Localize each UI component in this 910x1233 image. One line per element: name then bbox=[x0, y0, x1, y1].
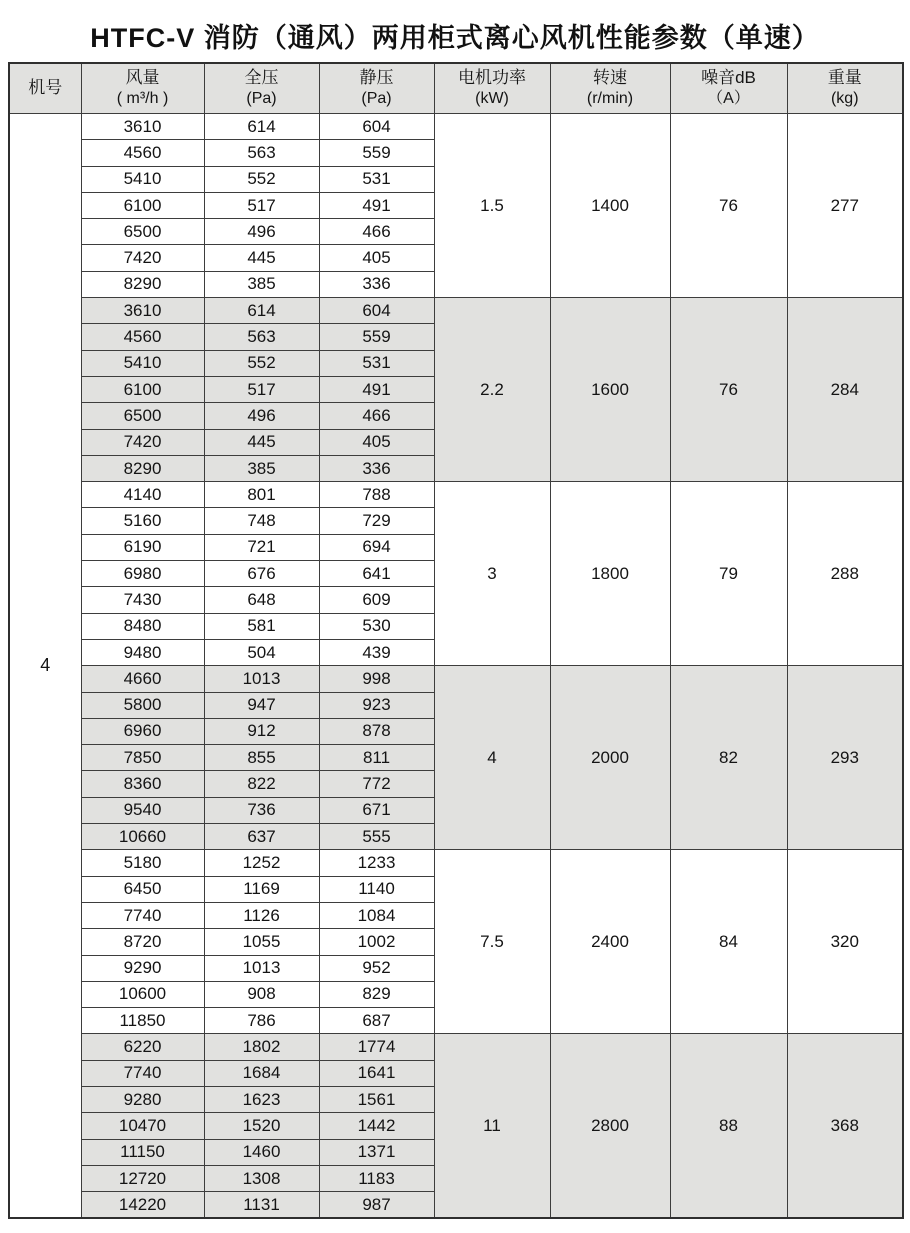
total-pressure-cell: 385 bbox=[204, 455, 319, 481]
static-pressure-cell: 1371 bbox=[319, 1139, 434, 1165]
airflow-cell: 6450 bbox=[81, 876, 204, 902]
static-pressure-cell: 671 bbox=[319, 797, 434, 823]
airflow-cell: 3610 bbox=[81, 114, 204, 140]
total-pressure-cell: 676 bbox=[204, 561, 319, 587]
total-pressure-cell: 1169 bbox=[204, 876, 319, 902]
airflow-cell: 5180 bbox=[81, 850, 204, 876]
total-pressure-cell: 1252 bbox=[204, 850, 319, 876]
noise-cell-group-4: 84 bbox=[670, 850, 787, 1034]
total-pressure-cell: 912 bbox=[204, 718, 319, 744]
static-pressure-cell: 405 bbox=[319, 429, 434, 455]
airflow-cell: 7740 bbox=[81, 902, 204, 928]
static-pressure-cell: 531 bbox=[319, 166, 434, 192]
total-pressure-cell: 1520 bbox=[204, 1113, 319, 1139]
total-pressure-cell: 614 bbox=[204, 298, 319, 324]
column-header-2 bbox=[204, 63, 319, 114]
airflow-cell: 5410 bbox=[81, 166, 204, 192]
total-pressure-cell: 496 bbox=[204, 219, 319, 245]
power-cell-group-3: 4 bbox=[434, 666, 550, 850]
airflow-cell: 8360 bbox=[81, 771, 204, 797]
noise-cell-group-2: 79 bbox=[670, 482, 787, 666]
column-unit: (kg) bbox=[830, 90, 859, 108]
total-pressure-cell: 563 bbox=[204, 140, 319, 166]
total-pressure-cell: 748 bbox=[204, 508, 319, 534]
weight-cell-group-0: 277 bbox=[787, 114, 903, 298]
table-row bbox=[9, 850, 903, 876]
static-pressure-cell: 604 bbox=[319, 114, 434, 140]
total-pressure-cell: 855 bbox=[204, 745, 319, 771]
total-pressure-cell: 504 bbox=[204, 639, 319, 665]
static-pressure-cell: 405 bbox=[319, 245, 434, 271]
total-pressure-cell: 801 bbox=[204, 482, 319, 508]
static-pressure-cell: 811 bbox=[319, 745, 434, 771]
total-pressure-cell: 1131 bbox=[204, 1192, 319, 1219]
speed-cell-group-1: 1600 bbox=[550, 298, 670, 482]
airflow-cell: 4660 bbox=[81, 666, 204, 692]
total-pressure-cell: 614 bbox=[204, 114, 319, 140]
weight-cell-group-1: 284 bbox=[787, 298, 903, 482]
static-pressure-cell: 1774 bbox=[319, 1034, 434, 1060]
static-pressure-cell: 609 bbox=[319, 587, 434, 613]
total-pressure-cell: 1013 bbox=[204, 666, 319, 692]
static-pressure-cell: 1442 bbox=[319, 1113, 434, 1139]
column-unit: (Pa) bbox=[246, 90, 277, 108]
airflow-cell: 7430 bbox=[81, 587, 204, 613]
static-pressure-cell: 531 bbox=[319, 350, 434, 376]
static-pressure-cell: 466 bbox=[319, 403, 434, 429]
total-pressure-cell: 822 bbox=[204, 771, 319, 797]
total-pressure-cell: 517 bbox=[204, 376, 319, 402]
weight-cell-group-3: 293 bbox=[787, 666, 903, 850]
static-pressure-cell: 878 bbox=[319, 718, 434, 744]
total-pressure-cell: 1126 bbox=[204, 902, 319, 928]
static-pressure-cell: 1641 bbox=[319, 1060, 434, 1086]
column-unit: (kW) bbox=[475, 90, 509, 108]
airflow-cell: 12720 bbox=[81, 1165, 204, 1191]
airflow-cell: 4560 bbox=[81, 324, 204, 350]
total-pressure-cell: 1013 bbox=[204, 955, 319, 981]
airflow-cell: 6500 bbox=[81, 403, 204, 429]
airflow-cell: 4560 bbox=[81, 140, 204, 166]
column-unit: (Pa) bbox=[361, 90, 392, 108]
airflow-cell: 8290 bbox=[81, 271, 204, 297]
page-title: HTFC-V 消防（通风）两用柜式离心风机性能参数（单速） bbox=[90, 23, 820, 53]
airflow-cell: 6980 bbox=[81, 561, 204, 587]
table-body bbox=[9, 114, 903, 1219]
column-header-0 bbox=[9, 63, 81, 114]
airflow-cell: 11150 bbox=[81, 1139, 204, 1165]
power-cell-group-1: 2.2 bbox=[434, 298, 550, 482]
airflow-cell: 14220 bbox=[81, 1192, 204, 1219]
power-cell-group-4: 7.5 bbox=[434, 850, 550, 1034]
power-cell-group-2: 3 bbox=[434, 482, 550, 666]
column-unit: ( m³/h ) bbox=[116, 90, 169, 108]
airflow-cell: 8720 bbox=[81, 929, 204, 955]
static-pressure-cell: 1002 bbox=[319, 929, 434, 955]
column-label: 重量 bbox=[827, 68, 862, 88]
total-pressure-cell: 1460 bbox=[204, 1139, 319, 1165]
airflow-cell: 7740 bbox=[81, 1060, 204, 1086]
static-pressure-cell: 555 bbox=[319, 824, 434, 850]
static-pressure-cell: 530 bbox=[319, 613, 434, 639]
airflow-cell: 10470 bbox=[81, 1113, 204, 1139]
airflow-cell: 5160 bbox=[81, 508, 204, 534]
weight-cell-group-2: 288 bbox=[787, 482, 903, 666]
total-pressure-cell: 1623 bbox=[204, 1086, 319, 1112]
total-pressure-cell: 1308 bbox=[204, 1165, 319, 1191]
table-row bbox=[9, 298, 903, 324]
airflow-cell: 4140 bbox=[81, 482, 204, 508]
static-pressure-cell: 439 bbox=[319, 639, 434, 665]
static-pressure-cell: 1183 bbox=[319, 1165, 434, 1191]
airflow-cell: 5800 bbox=[81, 692, 204, 718]
static-pressure-cell: 466 bbox=[319, 219, 434, 245]
power-cell-group-0: 1.5 bbox=[434, 114, 550, 298]
airflow-cell: 6100 bbox=[81, 376, 204, 402]
static-pressure-cell: 987 bbox=[319, 1192, 434, 1219]
static-pressure-cell: 336 bbox=[319, 455, 434, 481]
static-pressure-cell: 923 bbox=[319, 692, 434, 718]
column-header-5 bbox=[550, 63, 670, 114]
total-pressure-cell: 496 bbox=[204, 403, 319, 429]
column-header-3 bbox=[319, 63, 434, 114]
static-pressure-cell: 788 bbox=[319, 482, 434, 508]
airflow-cell: 7850 bbox=[81, 745, 204, 771]
airflow-cell: 9540 bbox=[81, 797, 204, 823]
airflow-cell: 3610 bbox=[81, 298, 204, 324]
total-pressure-cell: 1802 bbox=[204, 1034, 319, 1060]
column-header-4 bbox=[434, 63, 550, 114]
airflow-cell: 6100 bbox=[81, 192, 204, 218]
column-label: 风量 bbox=[125, 68, 160, 88]
total-pressure-cell: 385 bbox=[204, 271, 319, 297]
airflow-cell: 6190 bbox=[81, 534, 204, 560]
airflow-cell: 8290 bbox=[81, 455, 204, 481]
static-pressure-cell: 1233 bbox=[319, 850, 434, 876]
table-row bbox=[9, 114, 903, 140]
column-unit: （A） bbox=[707, 90, 750, 108]
airflow-cell: 5410 bbox=[81, 350, 204, 376]
column-label: 电机功率 bbox=[458, 68, 526, 88]
airflow-cell: 8480 bbox=[81, 613, 204, 639]
header-row bbox=[9, 63, 903, 114]
static-pressure-cell: 729 bbox=[319, 508, 434, 534]
total-pressure-cell: 445 bbox=[204, 245, 319, 271]
airflow-cell: 9280 bbox=[81, 1086, 204, 1112]
column-label: 机号 bbox=[28, 78, 63, 98]
machine-no-cell: 4 bbox=[9, 114, 81, 1219]
fan-spec-table bbox=[8, 62, 904, 1219]
static-pressure-cell: 1561 bbox=[319, 1086, 434, 1112]
static-pressure-cell: 491 bbox=[319, 376, 434, 402]
total-pressure-cell: 517 bbox=[204, 192, 319, 218]
table-row bbox=[9, 666, 903, 692]
total-pressure-cell: 637 bbox=[204, 824, 319, 850]
airflow-cell: 6500 bbox=[81, 219, 204, 245]
speed-cell-group-0: 1400 bbox=[550, 114, 670, 298]
static-pressure-cell: 772 bbox=[319, 771, 434, 797]
power-cell-group-5: 11 bbox=[434, 1034, 550, 1219]
total-pressure-cell: 1684 bbox=[204, 1060, 319, 1086]
column-label: 静压 bbox=[359, 68, 394, 88]
column-header-1 bbox=[81, 63, 204, 114]
total-pressure-cell: 648 bbox=[204, 587, 319, 613]
weight-cell-group-5: 368 bbox=[787, 1034, 903, 1219]
airflow-cell: 7420 bbox=[81, 429, 204, 455]
static-pressure-cell: 694 bbox=[319, 534, 434, 560]
table-row bbox=[9, 482, 903, 508]
table-header bbox=[9, 63, 903, 114]
weight-cell-group-4: 320 bbox=[787, 850, 903, 1034]
static-pressure-cell: 1084 bbox=[319, 902, 434, 928]
total-pressure-cell: 947 bbox=[204, 692, 319, 718]
column-label: 噪音dB bbox=[701, 68, 756, 88]
static-pressure-cell: 687 bbox=[319, 1008, 434, 1034]
total-pressure-cell: 563 bbox=[204, 324, 319, 350]
static-pressure-cell: 559 bbox=[319, 324, 434, 350]
noise-cell-group-5: 88 bbox=[670, 1034, 787, 1219]
airflow-cell: 9480 bbox=[81, 639, 204, 665]
airflow-cell: 11850 bbox=[81, 1008, 204, 1034]
static-pressure-cell: 559 bbox=[319, 140, 434, 166]
noise-cell-group-1: 76 bbox=[670, 298, 787, 482]
table-row bbox=[9, 1034, 903, 1060]
total-pressure-cell: 1055 bbox=[204, 929, 319, 955]
speed-cell-group-5: 2800 bbox=[550, 1034, 670, 1219]
total-pressure-cell: 445 bbox=[204, 429, 319, 455]
airflow-cell: 10600 bbox=[81, 981, 204, 1007]
airflow-cell: 9290 bbox=[81, 955, 204, 981]
static-pressure-cell: 1140 bbox=[319, 876, 434, 902]
noise-cell-group-3: 82 bbox=[670, 666, 787, 850]
column-unit: (r/min) bbox=[586, 90, 634, 108]
total-pressure-cell: 786 bbox=[204, 1008, 319, 1034]
airflow-cell: 7420 bbox=[81, 245, 204, 271]
airflow-cell: 6220 bbox=[81, 1034, 204, 1060]
total-pressure-cell: 581 bbox=[204, 613, 319, 639]
speed-cell-group-2: 1800 bbox=[550, 482, 670, 666]
total-pressure-cell: 908 bbox=[204, 981, 319, 1007]
speed-cell-group-4: 2400 bbox=[550, 850, 670, 1034]
total-pressure-cell: 721 bbox=[204, 534, 319, 560]
speed-cell-group-3: 2000 bbox=[550, 666, 670, 850]
static-pressure-cell: 998 bbox=[319, 666, 434, 692]
static-pressure-cell: 491 bbox=[319, 192, 434, 218]
column-header-6 bbox=[670, 63, 787, 114]
airflow-cell: 6960 bbox=[81, 718, 204, 744]
total-pressure-cell: 552 bbox=[204, 350, 319, 376]
total-pressure-cell: 552 bbox=[204, 166, 319, 192]
column-header-7 bbox=[787, 63, 903, 114]
column-label: 转速 bbox=[593, 68, 627, 88]
static-pressure-cell: 336 bbox=[319, 271, 434, 297]
static-pressure-cell: 641 bbox=[319, 561, 434, 587]
static-pressure-cell: 604 bbox=[319, 298, 434, 324]
column-label: 全压 bbox=[244, 68, 279, 88]
airflow-cell: 10660 bbox=[81, 824, 204, 850]
static-pressure-cell: 952 bbox=[319, 955, 434, 981]
total-pressure-cell: 736 bbox=[204, 797, 319, 823]
static-pressure-cell: 829 bbox=[319, 981, 434, 1007]
noise-cell-group-0: 76 bbox=[670, 114, 787, 298]
